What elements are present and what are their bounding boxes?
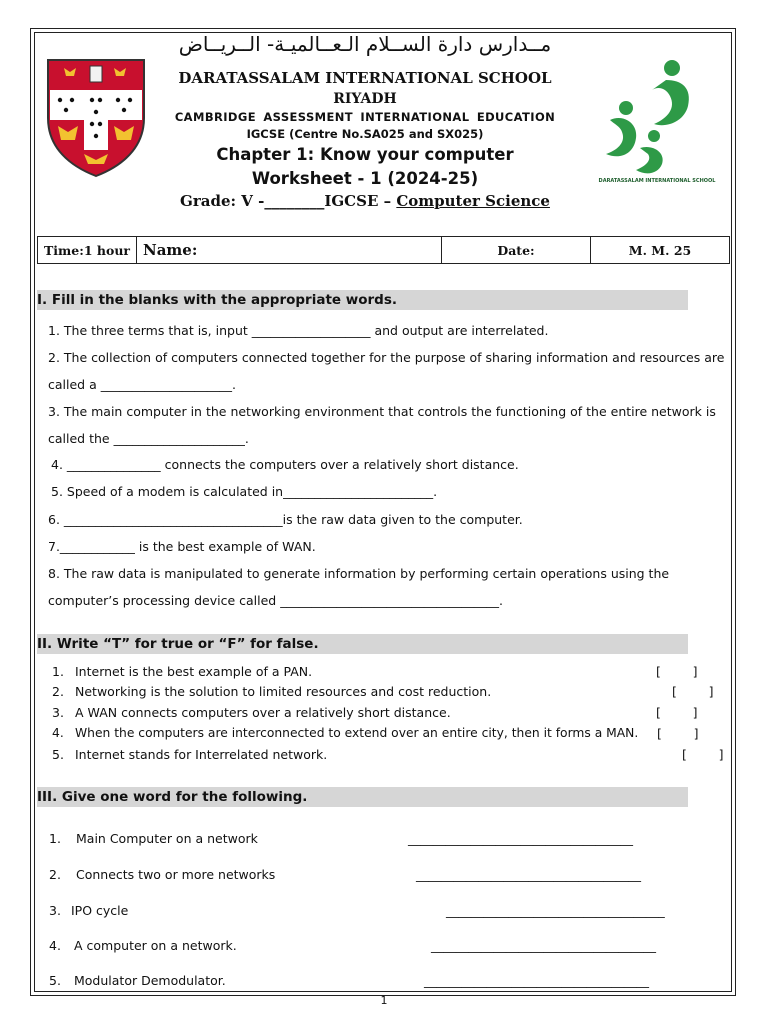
fill-blank-line[interactable]: 2. The collection of computers connected together for the purpose of sharing information and resources are [48,350,725,365]
school-logo-icon [596,58,718,186]
one-word-number: 3. [49,903,61,918]
fill-blank-line[interactable]: called a _____________________. [48,377,236,392]
grade-prefix: Grade: V -________IGCSE – [180,192,397,210]
one-word-number: 1. [49,831,61,846]
tf-item-text: Internet stands for Interrelated network. [75,747,328,762]
fill-blank-line[interactable]: 6. ___________________________________is the raw data given to the computer. [48,512,523,527]
section-2-title: II. Write “T” for true or “F” for false. [37,634,688,654]
fill-blank-line[interactable]: 1. The three terms that is, input ___________________ and output are interrelated. [48,323,549,338]
page-number: 1 [380,994,388,1007]
one-word-number: 5. [49,973,61,988]
one-word-prompt: Main Computer on a network [76,831,258,846]
name-field[interactable]: Name: [137,237,442,264]
worksheet-title: Worksheet - 1 (2024-25) [251,169,479,188]
fill-blank-line[interactable]: computer’s processing device called ___________________________________. [48,593,503,608]
tf-answer-box[interactable]: [ ] [657,726,699,741]
arabic-school-title: مــدارس دارة الســلام الـعــالميـة- الــريــاض [178,32,552,56]
one-word-prompt: A computer on a network. [74,938,237,953]
fill-blank-line[interactable]: 4. _______________ connects the computers over a relatively short distance. [51,457,519,472]
one-word-number: 2. [49,867,61,882]
tf-item-text: A WAN connects computers over a relatively short distance. [75,705,451,720]
one-word-prompt: Modulator Demodulator. [74,973,226,988]
subject-name: Computer Science [396,192,550,210]
tf-item-text: When the computers are interconnected to extend over an entire city, then it forms a MAN. [75,726,639,740]
one-word-answer-blank[interactable]: ____________________________________ [408,831,633,846]
fill-blank-line[interactable]: called the _____________________. [48,431,249,446]
one-word-answer-blank[interactable]: ___________________________________ [446,903,665,918]
one-word-answer-blank[interactable]: ____________________________________ [424,973,649,988]
section-1-title: I. Fill in the blanks with the appropriate words. [37,290,688,310]
fill-blank-line[interactable]: 3. The main computer in the networking environment that controls the functioning of the entire network is [48,404,716,419]
tf-answer-box[interactable]: [ ] [682,747,724,762]
tf-item-text: Internet is the best example of a PAN. [75,664,313,679]
tf-answer-box[interactable]: [ ] [656,664,698,679]
school-city: RIYADH [333,91,397,107]
time-cell: Time:1 hour [38,237,137,264]
tf-answer-box[interactable]: [ ] [672,684,714,699]
logo-caption: DARATASSALAM INTERNATIONAL SCHOOL [598,178,716,184]
tf-item-number: 3. [52,705,64,720]
tf-item-text: Networking is the solution to limited resources and cost reduction. [75,684,492,699]
fill-blank-line[interactable]: 7.____________ is the best example of WAN. [48,539,316,554]
one-word-prompt: Connects two or more networks [76,867,276,882]
info-table [37,236,730,264]
tf-item-number: 2. [52,684,64,699]
one-word-prompt: IPO cycle [71,903,129,918]
tf-answer-box[interactable]: [ ] [656,705,698,720]
max-marks: M. M. 25 [591,237,730,264]
tf-item-number: 5. [52,747,64,762]
tf-item-number: 1. [52,664,64,679]
one-word-number: 4. [49,938,61,953]
cambridge-crest-icon [44,56,148,178]
school-name: DARATASSALAM INTERNATIONAL SCHOOL [178,69,552,87]
chapter-title: Chapter 1: Know your computer [216,145,514,164]
centre-number: IGCSE (Centre No.SA025 and SX025) [246,127,484,141]
section-3-title: III. Give one word for the following. [37,787,688,807]
one-word-answer-blank[interactable]: ____________________________________ [416,867,641,882]
grade-line [160,192,570,210]
date-field[interactable]: Date: [442,237,591,264]
fill-blank-line[interactable]: 5. Speed of a modem is calculated in________________________. [51,484,438,499]
fill-blank-line[interactable]: 8. The raw data is manipulated to generate information by performing certain operations using the [48,566,670,581]
one-word-answer-blank[interactable]: ____________________________________ [431,938,656,953]
tf-item-number: 4. [52,726,64,740]
exam-board: CAMBRIDGE ASSESSMENT INTERNATIONAL EDUCATION [174,110,556,124]
